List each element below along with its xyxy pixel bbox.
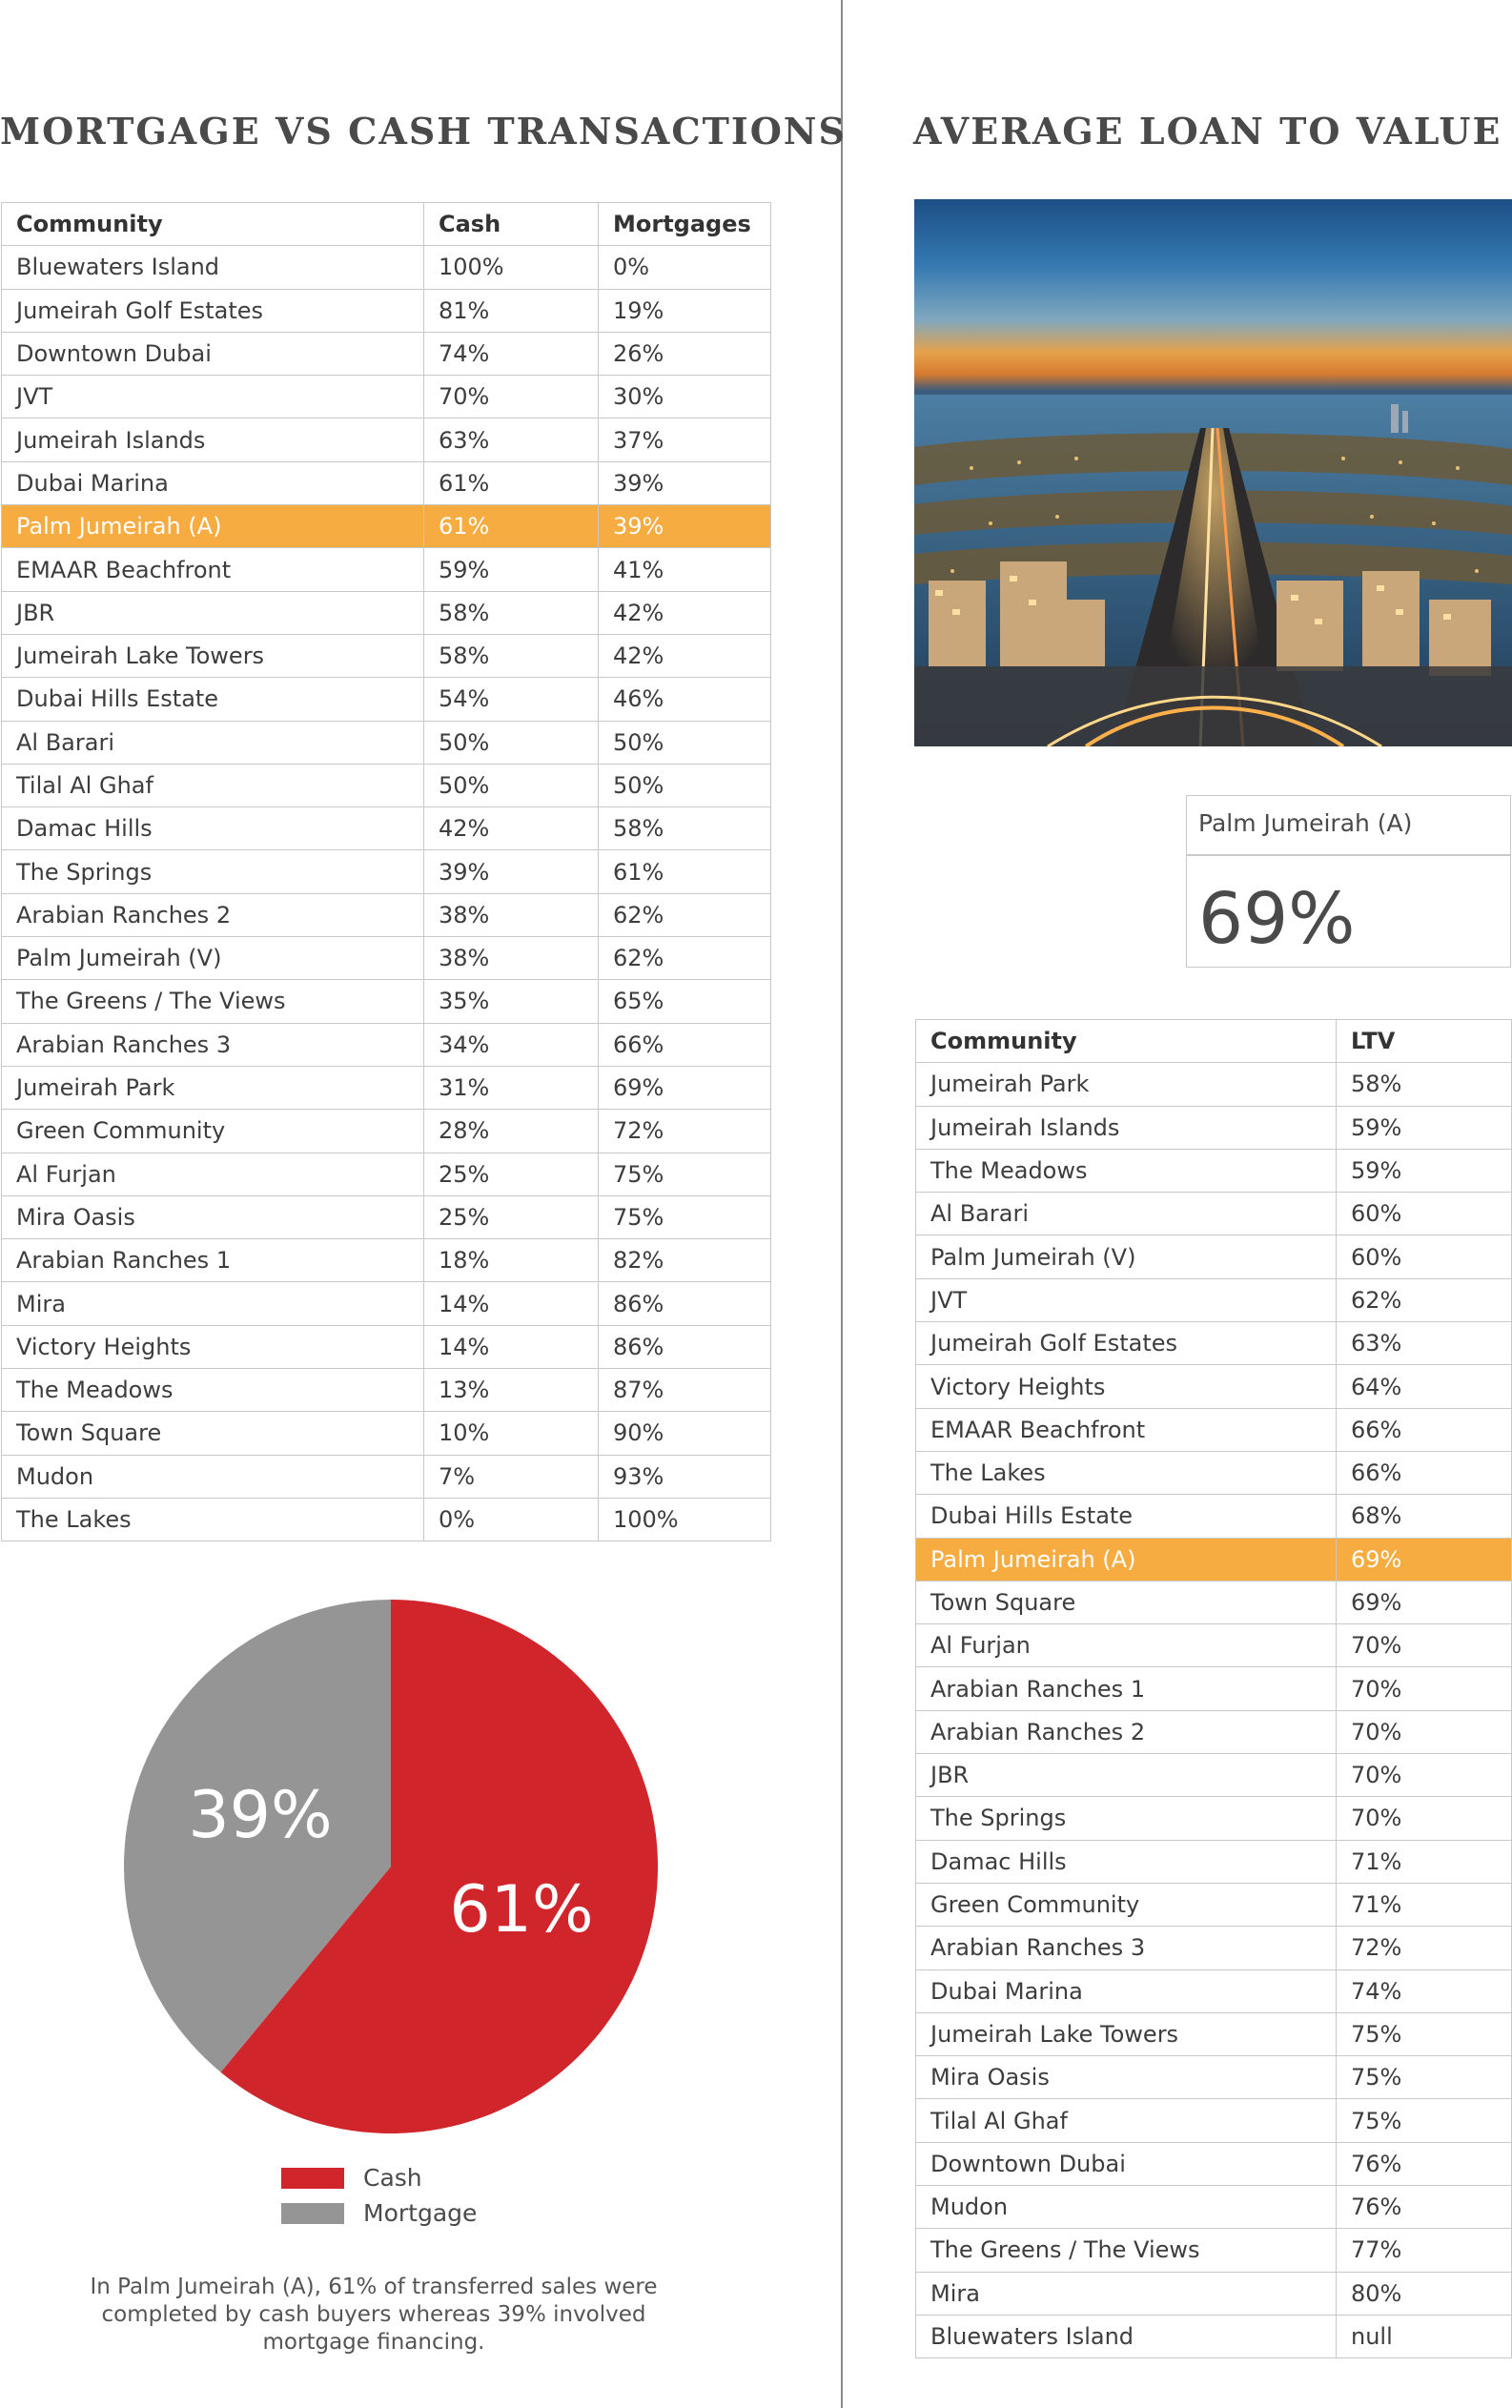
table-row xyxy=(916,1322,1512,1365)
table-row xyxy=(916,1495,1512,1538)
value-cell: 60% xyxy=(1337,1235,1512,1278)
table-row xyxy=(2,807,771,850)
pie-label-mortgage: 39% xyxy=(188,1778,333,1854)
value-cell: 42% xyxy=(424,807,599,850)
community-cell: Palm Jumeirah (V) xyxy=(916,1235,1337,1278)
value-cell: 72% xyxy=(1337,1927,1512,1969)
value-cell: 74% xyxy=(424,332,599,375)
table-row xyxy=(916,1278,1512,1321)
value-cell: 66% xyxy=(1337,1408,1512,1451)
community-cell: JVT xyxy=(916,1278,1337,1321)
community-cell: Mudon xyxy=(916,2186,1337,2229)
table-row xyxy=(2,505,771,548)
table-row xyxy=(2,1412,771,1455)
community-cell: Mira xyxy=(2,1282,424,1325)
table-row xyxy=(2,937,771,980)
value-cell: 63% xyxy=(1337,1322,1512,1365)
column-header: Cash xyxy=(424,203,599,246)
value-cell: 75% xyxy=(1337,2099,1512,2142)
value-cell: 25% xyxy=(424,1153,599,1195)
column-divider xyxy=(841,0,843,2408)
value-cell: 68% xyxy=(1337,1495,1512,1538)
community-cell: Dubai Marina xyxy=(916,1969,1337,2012)
pie-label-cash: 61% xyxy=(449,1871,594,1948)
value-cell: 31% xyxy=(424,1066,599,1109)
value-cell: 39% xyxy=(599,461,771,504)
table-row xyxy=(2,591,771,634)
community-cell: Damac Hills xyxy=(916,1840,1337,1883)
table-row xyxy=(916,1063,1512,1106)
value-cell: 87% xyxy=(599,1369,771,1412)
table-row xyxy=(2,461,771,504)
value-cell: 81% xyxy=(424,289,599,332)
legend-item-cash xyxy=(281,2160,477,2195)
value-cell: 14% xyxy=(424,1325,599,1368)
community-cell: Mira Oasis xyxy=(916,2056,1337,2099)
legend-item-mortgage xyxy=(281,2195,477,2231)
table-row xyxy=(2,1239,771,1282)
table-row xyxy=(916,1840,1512,1883)
table-row xyxy=(2,548,771,591)
table-row xyxy=(916,1235,1512,1278)
table-row xyxy=(2,1110,771,1153)
community-cell: Al Furjan xyxy=(2,1153,424,1195)
community-cell: Jumeirah Golf Estates xyxy=(2,289,424,332)
value-cell: 28% xyxy=(424,1110,599,1153)
table-row xyxy=(916,1667,1512,1710)
value-cell: 61% xyxy=(424,461,599,504)
value-cell: 19% xyxy=(599,289,771,332)
value-cell: 58% xyxy=(599,807,771,850)
community-cell: Green Community xyxy=(916,1883,1337,1926)
table-row xyxy=(916,1581,1512,1623)
community-cell: Palm Jumeirah (V) xyxy=(2,937,424,980)
table-row xyxy=(2,1066,771,1109)
table-row xyxy=(916,1797,1512,1840)
community-cell: The Meadows xyxy=(916,1149,1337,1192)
value-cell: 69% xyxy=(1337,1581,1512,1623)
value-cell: 59% xyxy=(1337,1149,1512,1192)
value-cell: 75% xyxy=(1337,2056,1512,2099)
table-row xyxy=(2,850,771,893)
callout-ltv-value: 69% xyxy=(1198,878,1356,960)
table-row xyxy=(916,2056,1512,2099)
value-cell: 54% xyxy=(424,678,599,721)
value-cell: 14% xyxy=(424,1282,599,1325)
table-row xyxy=(916,1624,1512,1667)
value-cell: 86% xyxy=(599,1282,771,1325)
community-cell: Arabian Ranches 1 xyxy=(916,1667,1337,1710)
community-cell: The Meadows xyxy=(2,1369,424,1412)
community-cell: Jumeirah Golf Estates xyxy=(916,1322,1337,1365)
community-cell: Palm Jumeirah (A) xyxy=(916,1538,1337,1581)
table-row xyxy=(2,980,771,1023)
cash-swatch xyxy=(281,2168,344,2189)
value-cell: 50% xyxy=(599,764,771,806)
community-cell: Green Community xyxy=(2,1110,424,1153)
palm-jumeirah-aerial-photo xyxy=(914,199,1512,746)
value-cell: 50% xyxy=(599,721,771,764)
value-cell: 37% xyxy=(599,418,771,461)
community-cell: Al Barari xyxy=(2,721,424,764)
value-cell: 70% xyxy=(1337,1797,1512,1840)
value-cell: 86% xyxy=(599,1325,771,1368)
value-cell: 70% xyxy=(1337,1667,1512,1710)
mortgage-vs-cash-title: MORTGAGE VS CASH TRANSACTIONS xyxy=(0,110,847,153)
table-row xyxy=(2,289,771,332)
table-row xyxy=(916,2229,1512,2272)
callout-community-label: Palm Jumeirah (A) xyxy=(1198,809,1413,837)
community-cell: Victory Heights xyxy=(2,1325,424,1368)
value-cell: 58% xyxy=(424,634,599,677)
value-cell: 70% xyxy=(424,376,599,418)
value-cell: 25% xyxy=(424,1195,599,1238)
table-row xyxy=(2,1195,771,1238)
community-cell: Town Square xyxy=(2,1412,424,1455)
community-cell: Mira xyxy=(916,2272,1337,2315)
value-cell: 0% xyxy=(424,1498,599,1541)
community-cell: Arabian Ranches 3 xyxy=(916,1927,1337,1969)
table-row xyxy=(916,2099,1512,2142)
value-cell: 59% xyxy=(424,548,599,591)
value-cell: 35% xyxy=(424,980,599,1023)
table-row xyxy=(916,1969,1512,2012)
legend-label-cash: Cash xyxy=(363,2164,422,2192)
value-cell: 41% xyxy=(599,548,771,591)
column-header: Community xyxy=(2,203,424,246)
value-cell: 71% xyxy=(1337,1840,1512,1883)
table-row xyxy=(916,1927,1512,1969)
value-cell: 39% xyxy=(424,850,599,893)
pie-note: In Palm Jumeirah (A), 61% of transferred sales were completed by cash buyers whereas 39% involved mortgage financing. xyxy=(90,2275,658,2355)
value-cell: 100% xyxy=(424,246,599,289)
value-cell: 75% xyxy=(599,1153,771,1195)
community-cell: Arabian Ranches 1 xyxy=(2,1239,424,1282)
mortgage-swatch xyxy=(281,2203,344,2224)
community-cell: Downtown Dubai xyxy=(916,2142,1337,2185)
community-cell: JVT xyxy=(2,376,424,418)
community-cell: JBR xyxy=(916,1754,1337,1797)
value-cell: 62% xyxy=(1337,1278,1512,1321)
community-cell: Arabian Ranches 2 xyxy=(916,1710,1337,1753)
community-cell: Mudon xyxy=(2,1455,424,1498)
community-cell: JBR xyxy=(2,591,424,634)
table-row xyxy=(2,1498,771,1541)
value-cell: null xyxy=(1337,2315,1512,2357)
table-header-row xyxy=(916,1020,1512,1063)
table-row xyxy=(2,246,771,289)
community-cell: The Springs xyxy=(916,1797,1337,1840)
value-cell: 59% xyxy=(1337,1106,1512,1149)
community-cell: Jumeirah Islands xyxy=(916,1106,1337,1149)
table-row xyxy=(916,1883,1512,1926)
community-cell: Damac Hills xyxy=(2,807,424,850)
value-cell: 0% xyxy=(599,246,771,289)
table-row xyxy=(2,764,771,806)
community-cell: Victory Heights xyxy=(916,1365,1337,1408)
column-header: Mortgages xyxy=(599,203,771,246)
table-row xyxy=(916,2272,1512,2315)
community-cell: The Lakes xyxy=(916,1451,1337,1494)
value-cell: 90% xyxy=(599,1412,771,1455)
community-cell: Al Furjan xyxy=(916,1624,1337,1667)
table-row xyxy=(2,418,771,461)
value-cell: 66% xyxy=(599,1023,771,1066)
pie-legend xyxy=(281,2160,477,2231)
value-cell: 18% xyxy=(424,1239,599,1282)
value-cell: 30% xyxy=(599,376,771,418)
value-cell: 70% xyxy=(1337,1754,1512,1797)
value-cell: 26% xyxy=(599,332,771,375)
value-cell: 71% xyxy=(1337,1883,1512,1926)
community-cell: The Greens / The Views xyxy=(916,2229,1337,2272)
table-row xyxy=(916,1365,1512,1408)
community-cell: Jumeirah Lake Towers xyxy=(916,2012,1337,2055)
value-cell: 69% xyxy=(599,1066,771,1109)
callout-divider xyxy=(1187,854,1510,856)
value-cell: 70% xyxy=(1337,1710,1512,1753)
table-row xyxy=(916,1538,1512,1581)
table-row xyxy=(916,1193,1512,1235)
community-cell: Dubai Hills Estate xyxy=(2,678,424,721)
table-row xyxy=(916,1754,1512,1797)
table-row xyxy=(2,376,771,418)
value-cell: 64% xyxy=(1337,1365,1512,1408)
table-row xyxy=(916,1710,1512,1753)
table-row xyxy=(2,1282,771,1325)
table-row xyxy=(2,1455,771,1498)
table-row xyxy=(916,2315,1512,2357)
table-row xyxy=(2,1023,771,1066)
table-row xyxy=(916,1451,1512,1494)
community-cell: Dubai Hills Estate xyxy=(916,1495,1337,1538)
table-row xyxy=(916,1408,1512,1451)
community-cell: Downtown Dubai xyxy=(2,332,424,375)
value-cell: 61% xyxy=(424,505,599,548)
table-row xyxy=(916,2012,1512,2055)
community-cell: EMAAR Beachfront xyxy=(916,1408,1337,1451)
community-cell: The Greens / The Views xyxy=(2,980,424,1023)
mortgage-vs-cash-table xyxy=(1,202,771,1541)
community-cell: Arabian Ranches 2 xyxy=(2,893,424,936)
community-cell: Bluewaters Island xyxy=(2,246,424,289)
average-ltv-title: AVERAGE LOAN TO VALUE xyxy=(913,110,1502,153)
average-ltv-table xyxy=(915,1019,1512,2358)
value-cell: 61% xyxy=(599,850,771,893)
column-header: Community xyxy=(916,1020,1337,1063)
table-row xyxy=(2,332,771,375)
value-cell: 100% xyxy=(599,1498,771,1541)
value-cell: 66% xyxy=(1337,1451,1512,1494)
community-cell: Jumeirah Park xyxy=(916,1063,1337,1106)
cash-mortgage-pie-chart xyxy=(124,1600,658,2133)
community-cell: Jumeirah Park xyxy=(2,1066,424,1109)
value-cell: 80% xyxy=(1337,2272,1512,2315)
value-cell: 13% xyxy=(424,1369,599,1412)
column-header: LTV xyxy=(1337,1020,1512,1063)
value-cell: 63% xyxy=(424,418,599,461)
table-row xyxy=(2,1325,771,1368)
value-cell: 39% xyxy=(599,505,771,548)
table-row xyxy=(916,1149,1512,1192)
value-cell: 77% xyxy=(1337,2229,1512,2272)
value-cell: 60% xyxy=(1337,1193,1512,1235)
value-cell: 58% xyxy=(1337,1063,1512,1106)
community-cell: Arabian Ranches 3 xyxy=(2,1023,424,1066)
value-cell: 42% xyxy=(599,634,771,677)
table-row xyxy=(2,678,771,721)
table-row xyxy=(916,2142,1512,2185)
value-cell: 62% xyxy=(599,937,771,980)
table-row xyxy=(916,2186,1512,2229)
value-cell: 34% xyxy=(424,1023,599,1066)
value-cell: 82% xyxy=(599,1239,771,1282)
value-cell: 65% xyxy=(599,980,771,1023)
table-row xyxy=(916,1106,1512,1149)
legend-label-mortgage: Mortgage xyxy=(363,2199,478,2227)
community-cell: Palm Jumeirah (A) xyxy=(2,505,424,548)
value-cell: 70% xyxy=(1337,1624,1512,1667)
table-row xyxy=(2,1153,771,1195)
value-cell: 7% xyxy=(424,1455,599,1498)
community-cell: The Lakes xyxy=(2,1498,424,1541)
value-cell: 72% xyxy=(599,1110,771,1153)
value-cell: 38% xyxy=(424,893,599,936)
value-cell: 50% xyxy=(424,764,599,806)
table-header-row xyxy=(2,203,771,246)
community-cell: Bluewaters Island xyxy=(916,2315,1337,2357)
value-cell: 74% xyxy=(1337,1969,1512,2012)
table-row xyxy=(2,893,771,936)
value-cell: 69% xyxy=(1337,1538,1512,1581)
value-cell: 58% xyxy=(424,591,599,634)
community-cell: Al Barari xyxy=(916,1193,1337,1235)
community-cell: Dubai Marina xyxy=(2,461,424,504)
community-cell: Jumeirah Lake Towers xyxy=(2,634,424,677)
table-row xyxy=(2,634,771,677)
table-row xyxy=(2,721,771,764)
table-row xyxy=(2,1369,771,1412)
value-cell: 76% xyxy=(1337,2142,1512,2185)
community-cell: Jumeirah Islands xyxy=(2,418,424,461)
value-cell: 10% xyxy=(424,1412,599,1455)
value-cell: 38% xyxy=(424,937,599,980)
value-cell: 93% xyxy=(599,1455,771,1498)
value-cell: 50% xyxy=(424,721,599,764)
community-cell: Tilal Al Ghaf xyxy=(2,764,424,806)
value-cell: 62% xyxy=(599,893,771,936)
community-cell: Tilal Al Ghaf xyxy=(916,2099,1337,2142)
community-cell: The Springs xyxy=(2,850,424,893)
value-cell: 42% xyxy=(599,591,771,634)
community-cell: Mira Oasis xyxy=(2,1195,424,1238)
value-cell: 46% xyxy=(599,678,771,721)
community-cell: Town Square xyxy=(916,1581,1337,1623)
value-cell: 76% xyxy=(1337,2186,1512,2229)
value-cell: 75% xyxy=(1337,2012,1512,2055)
value-cell: 75% xyxy=(599,1195,771,1238)
community-cell: EMAAR Beachfront xyxy=(2,548,424,591)
ltv-callout xyxy=(1186,795,1511,968)
